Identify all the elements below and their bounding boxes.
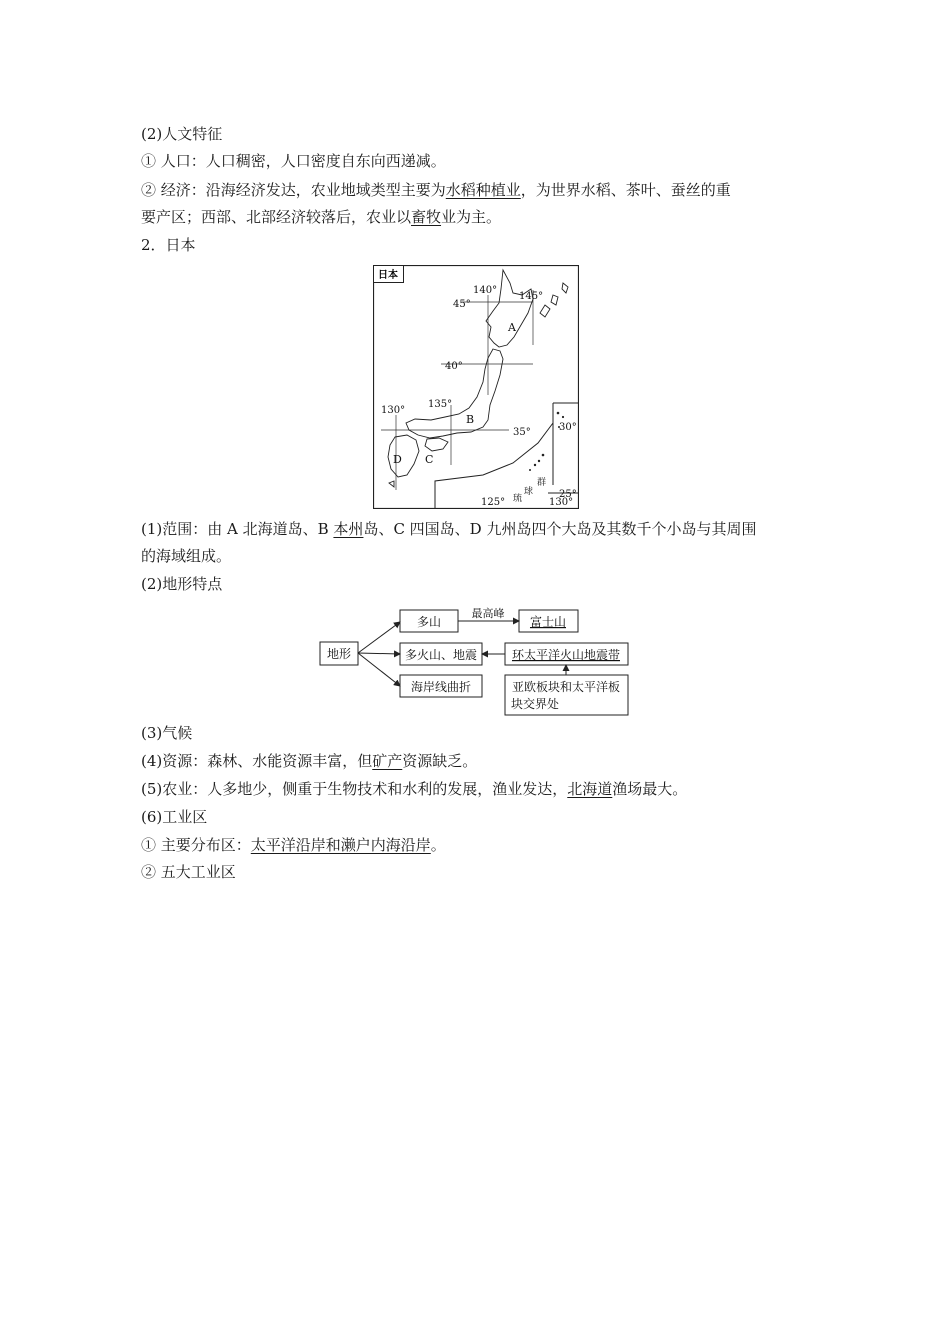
root-label: 地形 bbox=[326, 647, 352, 661]
lon-130-label: 130° bbox=[381, 405, 406, 416]
lon-135-label: 135° bbox=[428, 399, 453, 410]
lon-130b-label: 130° bbox=[549, 497, 574, 508]
terrain-heading: (2)地形特点 bbox=[141, 575, 223, 593]
ryukyu-char-3: 群 bbox=[537, 478, 547, 488]
human-features-heading: (2)人文特征 bbox=[141, 125, 223, 143]
lat-35-label: 35° bbox=[513, 427, 531, 438]
scope-line-2: 的海域组成。 bbox=[141, 547, 232, 565]
japan-heading: 2．日本 bbox=[141, 236, 196, 254]
lon-145-label: 145° bbox=[519, 291, 544, 302]
lat-45-label: 45° bbox=[453, 299, 471, 310]
industry-region-answer: 太平洋沿岸和濑户内海沿岸 bbox=[250, 836, 431, 854]
honshu-answer: 本州 bbox=[333, 520, 364, 538]
hokkaido-answer: 北海道 bbox=[567, 780, 613, 798]
rice-farming-answer: 水稻种植业 bbox=[445, 181, 521, 199]
lat-25-label: 25° bbox=[559, 489, 577, 500]
mountains-label: 多山 bbox=[416, 615, 442, 629]
lon-125-label: 125° bbox=[481, 497, 506, 508]
climate-heading: (3)气候 bbox=[141, 724, 193, 742]
economy-line-1: ② 经济：沿海经济发达，农业地域类型主要为水稻种植业，为世界水稻、茶叶、蚕丝的重 bbox=[141, 181, 731, 199]
plate-label-1: 亚欧板块和太平洋板 bbox=[511, 680, 621, 694]
map-title: 日本 bbox=[378, 270, 398, 281]
ryukyu-char-1: 琉 bbox=[513, 494, 523, 504]
pastoral-answer: 畜牧 bbox=[411, 208, 442, 226]
terrain-diagram bbox=[318, 605, 632, 717]
ryukyu-char-2: 球 bbox=[524, 487, 534, 497]
scope-line-1: (1)范围：由 A 北海道岛、B 本州岛、C 四国岛、D 九州岛四个大岛及其数千个小岛与其周围 bbox=[141, 520, 757, 538]
industry-heading: (6)工业区 bbox=[141, 808, 208, 826]
industry-main-line: ① 主要分布区：太平洋沿岸和濑户内海沿岸。 bbox=[141, 836, 446, 854]
volcano-label: 多火山、地震 bbox=[404, 648, 478, 662]
five-industry-line: ② 五大工业区 bbox=[141, 863, 236, 881]
highest-peak-label: 最高峰 bbox=[471, 607, 505, 620]
island-a-label: A bbox=[508, 321, 516, 334]
agriculture-line: (5)农业：人多地少，侧重于生物技术和水利的发展，渔业发达，北海道渔场最大。 bbox=[141, 780, 688, 798]
belt-label: 环太平洋火山地震带 bbox=[511, 648, 621, 662]
island-b-label: B bbox=[466, 413, 475, 426]
lat-40-label: 40° bbox=[445, 361, 463, 372]
island-d-label: D bbox=[393, 453, 402, 466]
fuji-label: 富士山 bbox=[529, 615, 567, 629]
lat-30-label: 30° bbox=[559, 422, 577, 433]
minerals-answer: 矿产 bbox=[372, 752, 403, 770]
plate-label-2: 块交界处 bbox=[511, 697, 560, 711]
population-line: ① 人口：人口稠密，人口密度自东向西递减。 bbox=[141, 152, 446, 170]
lon-140-label: 140° bbox=[473, 285, 498, 296]
economy-line-2: 要产区；西部、北部经济较落后，农业以畜牧业为主。 bbox=[141, 208, 502, 226]
japan-map bbox=[373, 265, 579, 509]
coast-label: 海岸线曲折 bbox=[410, 680, 472, 694]
resources-line: (4)资源：森林、水能资源丰富，但矿产资源缺乏。 bbox=[141, 752, 478, 770]
island-c-label: C bbox=[425, 453, 434, 466]
